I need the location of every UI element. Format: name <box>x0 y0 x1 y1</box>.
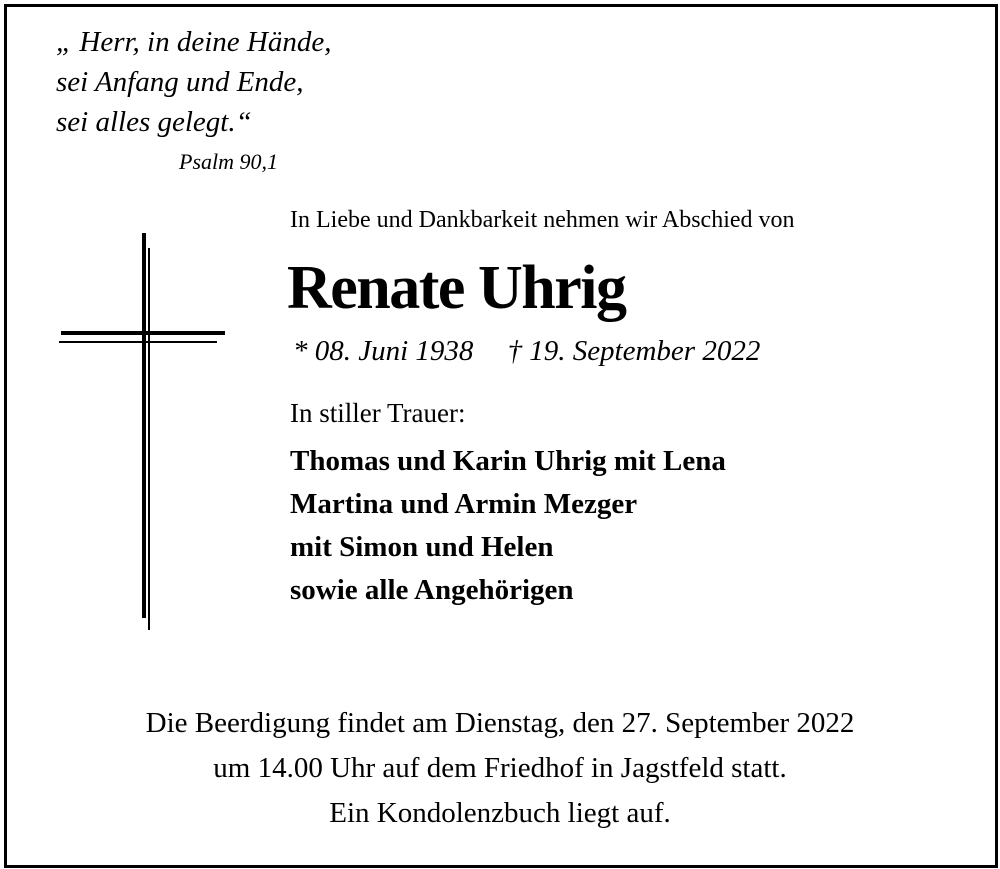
deceased-name: Renate Uhrig <box>287 254 626 322</box>
mourner-line: Thomas und Karin Uhrig mit Lena <box>290 445 726 477</box>
quote-line: sei Anfang und Ende, <box>56 66 304 98</box>
funeral-details <box>0 701 1000 836</box>
mourning-heading: In stiller Trauer: <box>290 398 466 428</box>
bible-quote <box>56 22 331 142</box>
mourners-list <box>290 440 726 612</box>
farewell-intro: In Liebe und Dankbarkeit nehmen wir Abschied von <box>290 207 795 233</box>
life-dates <box>293 335 760 368</box>
funeral-line: Die Beerdigung findet am Dienstag, den 27. September 2022 <box>145 707 855 739</box>
birth-date: * 08. Juni 1938 <box>293 335 474 367</box>
funeral-line: um 14.00 Uhr auf dem Friedhof in Jagstfeld statt. <box>213 752 787 784</box>
quote-source: Psalm 90,1 <box>179 149 278 174</box>
mourner-line: mit Simon und Helen <box>290 531 554 563</box>
quote-line: „ Herr, in deine Hände, <box>56 26 332 58</box>
mourner-line: Martina und Armin Mezger <box>290 488 638 520</box>
mourner-line: sowie alle Angehörigen <box>290 574 574 606</box>
cross-icon <box>58 230 228 635</box>
funeral-line: Ein Kondolenzbuch liegt auf. <box>329 797 671 829</box>
death-date: † 19. September 2022 <box>507 335 761 367</box>
quote-line: sei alles gelegt.“ <box>56 106 252 138</box>
